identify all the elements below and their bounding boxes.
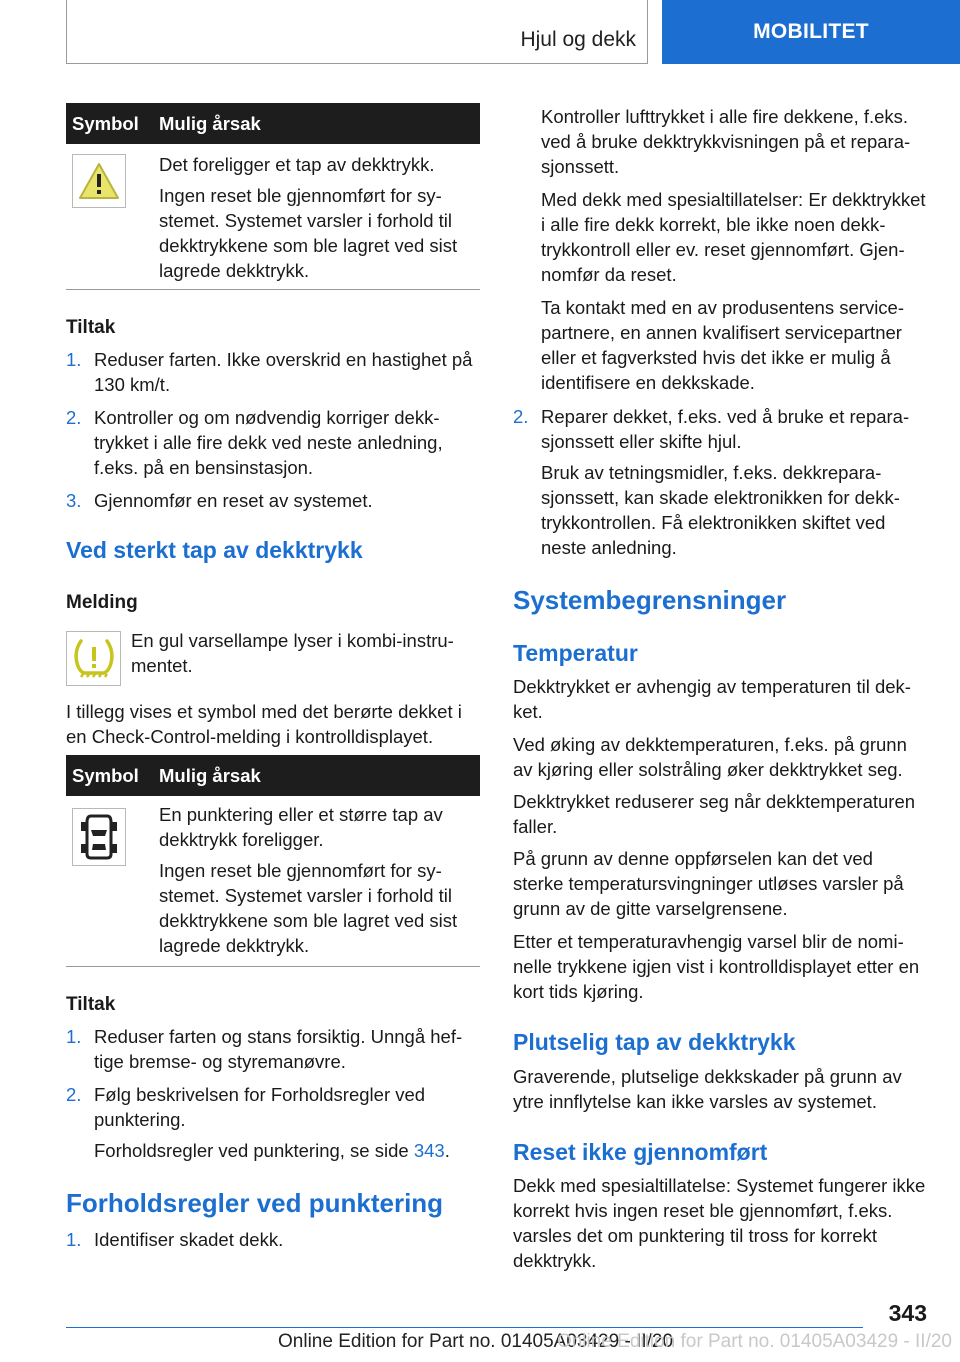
message-text: En gul varsellampe lyser i kombi-instrumentet. <box>131 630 454 676</box>
table-header <box>66 755 480 796</box>
step-number: 2. <box>66 1084 82 1105</box>
section-title: Hjul og dekk <box>520 28 636 51</box>
section-heading: Forholdsregler ved punktering <box>66 1188 444 1218</box>
repair-list <box>513 404 927 568</box>
step-number: 3. <box>66 490 82 511</box>
chapter-tab[interactable]: MOBILITET <box>662 0 960 64</box>
section-heading: Ved sterkt tap av dekktrykk <box>66 537 363 563</box>
paragraph: Graverende, plutselige dekkskader på grunn av ytre innflytelse kan ikke varsles av systemet. <box>513 1066 902 1112</box>
cause-text: Ingen reset ble gjennomført for systemet. Systemet varsler i forhold til dekktrykkene som ble lagret ved sist lagrede dekktrykk. <box>159 860 458 956</box>
puncture-list <box>66 1227 480 1260</box>
page-link[interactable]: 343 <box>413 1140 445 1161</box>
list-item <box>66 1082 480 1163</box>
step-text: Reduser farten og stans forsiktig. Unngå heftige bremse- og styremanøvre. <box>94 1026 463 1072</box>
tiltak-heading: Tiltak <box>66 994 116 1015</box>
tiltak-heading: Tiltak <box>66 317 116 338</box>
step-text: Reduser farten. Ikke overskrid en hastighet på 130 km/t. <box>94 349 473 395</box>
watermark: Online Edition for Part no. 01405A03429 - II/20 <box>556 1331 952 1352</box>
symbol-table-1 <box>66 103 480 290</box>
reference-text: Forholdsregler ved punktering, se side <box>94 1140 414 1161</box>
tiltak-list <box>66 347 480 521</box>
paragraph: Dekktrykket er avhengig av temperaturen til dekket. <box>513 676 911 722</box>
column-cause: Mulig årsak <box>159 764 261 786</box>
step-number: 1. <box>66 1026 82 1047</box>
step-number: 1. <box>66 349 82 370</box>
table-row <box>66 144 480 290</box>
list-item <box>66 347 480 397</box>
paragraph: Dekk med spesialtillatelse: Systemet fungerer ikke korrekt hvis ingen reset ble gjennomført, f.eks. varsles det om punktering til tross for korrekt dekktrykk. <box>513 1175 926 1271</box>
cause-text: En punktering eller et større tap av dekktrykk foreligger. <box>159 804 443 850</box>
subsection-heading: Temperatur <box>513 640 638 666</box>
cause-text: Det foreligger et tap av dekktrykk. <box>159 154 435 175</box>
list-item <box>513 404 927 560</box>
list-item <box>66 1227 480 1252</box>
step-number: 2. <box>513 406 529 427</box>
step-text: Gjennomfør en reset av systemet. <box>94 490 373 511</box>
paragraph: Etter et temperaturavhengig varsel blir de nominelle trykkene igjen vist i kontrolldisplayet etter en kort tids kjøring. <box>513 931 920 1002</box>
column-symbol: Symbol <box>72 112 139 134</box>
step-number: 2. <box>66 407 82 428</box>
reference-end: . <box>444 1140 450 1161</box>
tire-pressure-warning-icon <box>66 631 121 686</box>
step-number: 1. <box>66 1229 82 1250</box>
step-text: Kontroller og om nødvendig korriger dekktrykket i alle fire dekk ved neste anledning, f.eks. på en bensinstasjon. <box>94 407 443 478</box>
step-note: Bruk av tetningsmidler, f.eks. dekkreparasjonssett, kan skade elektronikken for dekktrykkontrollen. Få elektronikken skiftet ved neste anledning. <box>541 462 900 558</box>
section-heading: Systembegrensninger <box>513 585 787 615</box>
step-text: Reparer dekket, f.eks. ved å bruke et reparasjonssett eller skifte hjul. <box>541 406 910 452</box>
table-header <box>66 103 480 144</box>
step-text: Følg beskrivelsen for Forholdsregler ved punktering. <box>94 1084 426 1130</box>
list-item <box>66 405 480 480</box>
column-cause: Mulig årsak <box>159 112 261 134</box>
tiltak-list <box>66 1024 480 1171</box>
continued-text: Ta kontakt med en av produsentens servicepartnere, en annen kvalifisert servicepartner eller et fagverksted hvis det ikke er mulig å identifisere en dekkskade. <box>541 297 905 393</box>
paragraph: På grunn av denne oppførselen kan det ved sterke temperatursvingninger utløses varsler på grunn av de gitte varselgrensene. <box>513 848 904 919</box>
subsection-heading: Reset ikke gjennomført <box>513 1139 768 1165</box>
cause-text: Ingen reset ble gjennomført for systemet. Systemet varsler i forhold til dekktrykkene som ble lagret ved sist lagrede dekktrykk. <box>159 185 458 281</box>
continued-text: Med dekk med spesialtillatelser: Er dekktrykket i alle fire dekk korrekt, ble ikke noen dekktrykkontroll eller ev. reset gjennomført. Gjennomfør da reset. <box>541 189 926 285</box>
step-reference <box>94 1138 480 1163</box>
page-number: 343 <box>888 1300 927 1326</box>
footer-divider <box>66 1327 863 1328</box>
warning-triangle-icon <box>72 154 126 208</box>
list-item <box>66 1024 480 1074</box>
continued-text: Kontroller lufttrykket i alle fire dekkene, f.eks. ved å bruke dekktrykkvisningen på et reparasjonssett. <box>541 106 911 177</box>
intro-text: I tillegg vises et symbol med det berørte dekket i en Check-Control-melding i kontrolldisplayet. <box>66 701 462 747</box>
list-item <box>66 488 480 513</box>
melding-heading: Melding <box>66 592 138 613</box>
column-symbol: Symbol <box>72 764 139 786</box>
paragraph: Dekktrykket reduserer seg når dekktemperaturen faller. <box>513 791 916 837</box>
subsection-heading: Plutselig tap av dekktrykk <box>513 1029 796 1055</box>
car-flat-tire-icon <box>72 808 126 866</box>
symbol-table-2 <box>66 755 480 967</box>
step-text: Identifiser skadet dekk. <box>94 1229 284 1250</box>
table-row <box>66 796 480 967</box>
paragraph: Ved øking av dekktemperaturen, f.eks. på grunn av kjøring eller solstråling øker dekktrykket seg. <box>513 734 907 780</box>
edition-text: Online Edition for Part no. 01405A03429 - II/20 <box>278 1331 674 1352</box>
